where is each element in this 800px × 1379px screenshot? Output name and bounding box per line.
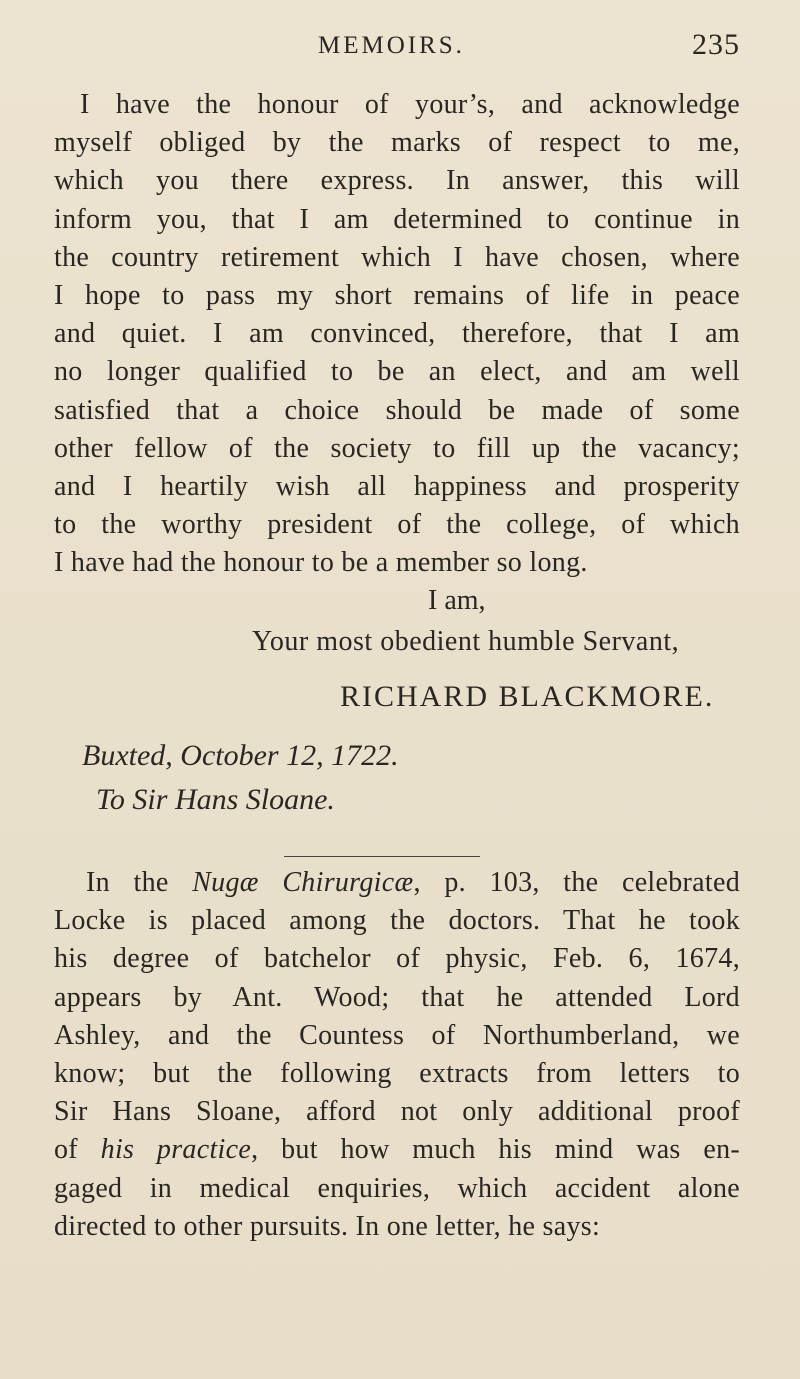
text-line: directed to other pursuits. In one letter, he says:	[54, 1210, 601, 1242]
text-line: I have the honour of your’s, and acknowledge	[80, 89, 740, 120]
text-fragment: , p. 103, the celebrated	[413, 867, 740, 898]
text-line: inform you, that I am determined to continue in	[54, 203, 740, 235]
text-line: and quiet. I am convinced, therefore, that I am	[54, 318, 740, 350]
text-line: Ashley, and the Countess of Northumberland, we	[54, 1019, 740, 1051]
text-line: and I heartily wish all happiness and prosperity	[54, 471, 740, 503]
recipient-line: To Sir Hans Sloane.	[96, 783, 335, 816]
letter-body	[54, 86, 740, 583]
text-line: which you there express. In answer, this will	[54, 165, 740, 197]
running-head	[0, 18, 800, 64]
text-fragment: of	[54, 1134, 101, 1166]
body-paragraph	[54, 864, 740, 1246]
text-line: no longer qualified to be an elect, and am well	[54, 356, 740, 388]
text-line: his degree of batchelor of physic, Feb. 6, 1674,	[54, 943, 740, 975]
text-line: Sir Hans Sloane, afford not only additional proof	[54, 1096, 740, 1128]
text-line: satisfied that a choice should be made of some	[54, 394, 740, 426]
text-line: other fellow of the society to fill up the vacancy;	[54, 432, 740, 464]
text-fragment: , but how much his mind was en-	[251, 1134, 740, 1166]
section-divider	[284, 856, 480, 857]
text-fragment: In the	[86, 867, 193, 898]
text-line: I hope to pass my short remains of life in peace	[54, 280, 740, 312]
text-line: to the worthy president of the college, of which	[54, 509, 740, 541]
text-line: I have had the honour to be a member so long.	[54, 547, 588, 579]
book-title: Nugæ Chirurgicæ	[192, 867, 414, 898]
text-line	[54, 864, 740, 902]
text-line	[54, 1131, 740, 1169]
text-line: appears by Ant. Wood; that he attended Lord	[54, 981, 740, 1013]
emphasis: his practice	[100, 1134, 252, 1166]
closing-phrase: Your most obedient humble Servant,	[252, 626, 680, 657]
text-line: gaged in medical enquiries, which accident alone	[54, 1172, 740, 1204]
text-line: the country retirement which I have chosen, where	[54, 241, 740, 273]
signature: RICHARD BLACKMORE.	[340, 680, 715, 713]
text-line: myself obliged by the marks of respect to me,	[54, 127, 740, 159]
text-line: know; but the following extracts from letters to	[54, 1058, 740, 1090]
text-line: Locke is placed among the doctors. That he took	[54, 905, 740, 937]
page-number: 235	[692, 28, 740, 61]
closing-salutation: I am,	[428, 585, 486, 616]
dateline: Buxted, October 12, 1722.	[82, 739, 399, 772]
running-title: MEMOIRS.	[318, 32, 465, 59]
